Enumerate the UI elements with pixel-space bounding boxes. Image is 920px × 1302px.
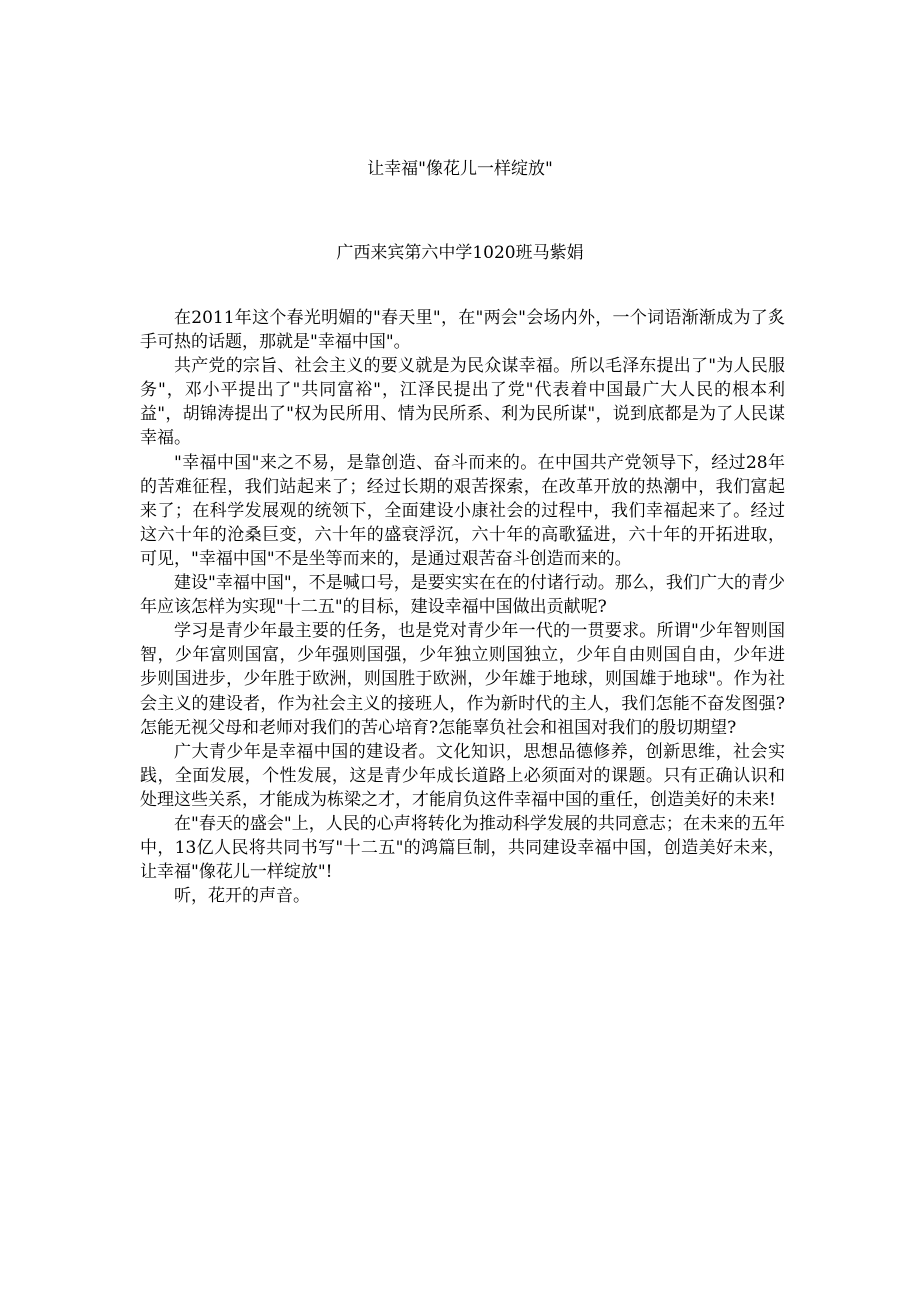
paragraph-3: "幸福中国"来之不易，是靠创造、奋斗而来的。在中国共产党领导下，经过28年的苦难征程，我们站起来了；经过长期的艰苦探索，在改革开放的热潮中，我们富起来了；在科学发展观的统领下，全面建设小康社会的过程中，我们幸福起来了。经过这六十年的沧桑巨变，六十年的盛衰浮沉，六十年的高歌猛进，六十年的开拓进取，可见，"幸福中国"不是坐等而来的，是通过艰苦奋斗创造而来的。 [140,452,785,569]
paragraph-7: 在"春天的盛会"上，人民的心声将转化为推动科学发展的共同意志；在未来的五年中，13亿人民将共同书写"十二五"的鸿篇巨制，共同建设幸福中国，创造美好未来，让幸福"像花儿一样绽放"! [140,813,785,883]
document-author: 广西来宾第六中学1020班马紫娟 [336,243,584,263]
document-title: 让幸福"像花儿一样绽放" [367,159,553,179]
document-body [140,306,785,908]
paragraph-8: 听，花开的声音。 [174,886,310,907]
paragraph-4: 建设"幸福中国"，不是喊口号，是要实实在在的付诸行动。那么，我们广大的青少年应该怎样为实现"十二五"的目标，建设幸福中国做出贡献呢? [140,573,785,618]
paragraph-6: 广大青少年是幸福中国的建设者。文化知识，思想品德修养，创新思维，社会实践，全面发展，个性发展，这是青少年成长道路上必须面对的课题。只有正确认识和处理这些关系，才能成为栋梁之才，才能肩负这件幸福中国的重任，创造美好的未来! [140,741,785,810]
paragraph-5: 学习是青少年最主要的任务，也是党对青少年一代的一贯要求。所谓"少年智则国智，少年富则国富，少年强则国强，少年独立则国独立，少年自由则国自由，少年进步则国进步，少年胜于欧洲，则国胜于欧洲，少年雄于地球，则国雄于地球"。作为社会主义的建设者，作为社会主义的接班人，作为新时代的主人，我们怎能不奋发图强?怎能无视父母和老师对我们的苦心培育?怎能辜负社会和祖国对我们的殷切期望? [140,621,785,738]
paragraph-1: 在2011年这个春光明媚的"春天里"，在"两会"会场内外，一个词语渐渐成为了炙手可热的话题，那就是"幸福中国"。 [140,308,785,353]
paragraph-2: 共产党的宗旨、社会主义的要义就是为民众谋幸福。所以毛泽东提出了"为人民服务"，邓小平提出了"共同富裕"，江泽民提出了党"代表着中国最广大人民的根本利益"，胡锦涛提出了"权为民所用、情为民所系、利为民所谋"，说到底都是为了人民谋幸福。 [140,356,785,449]
